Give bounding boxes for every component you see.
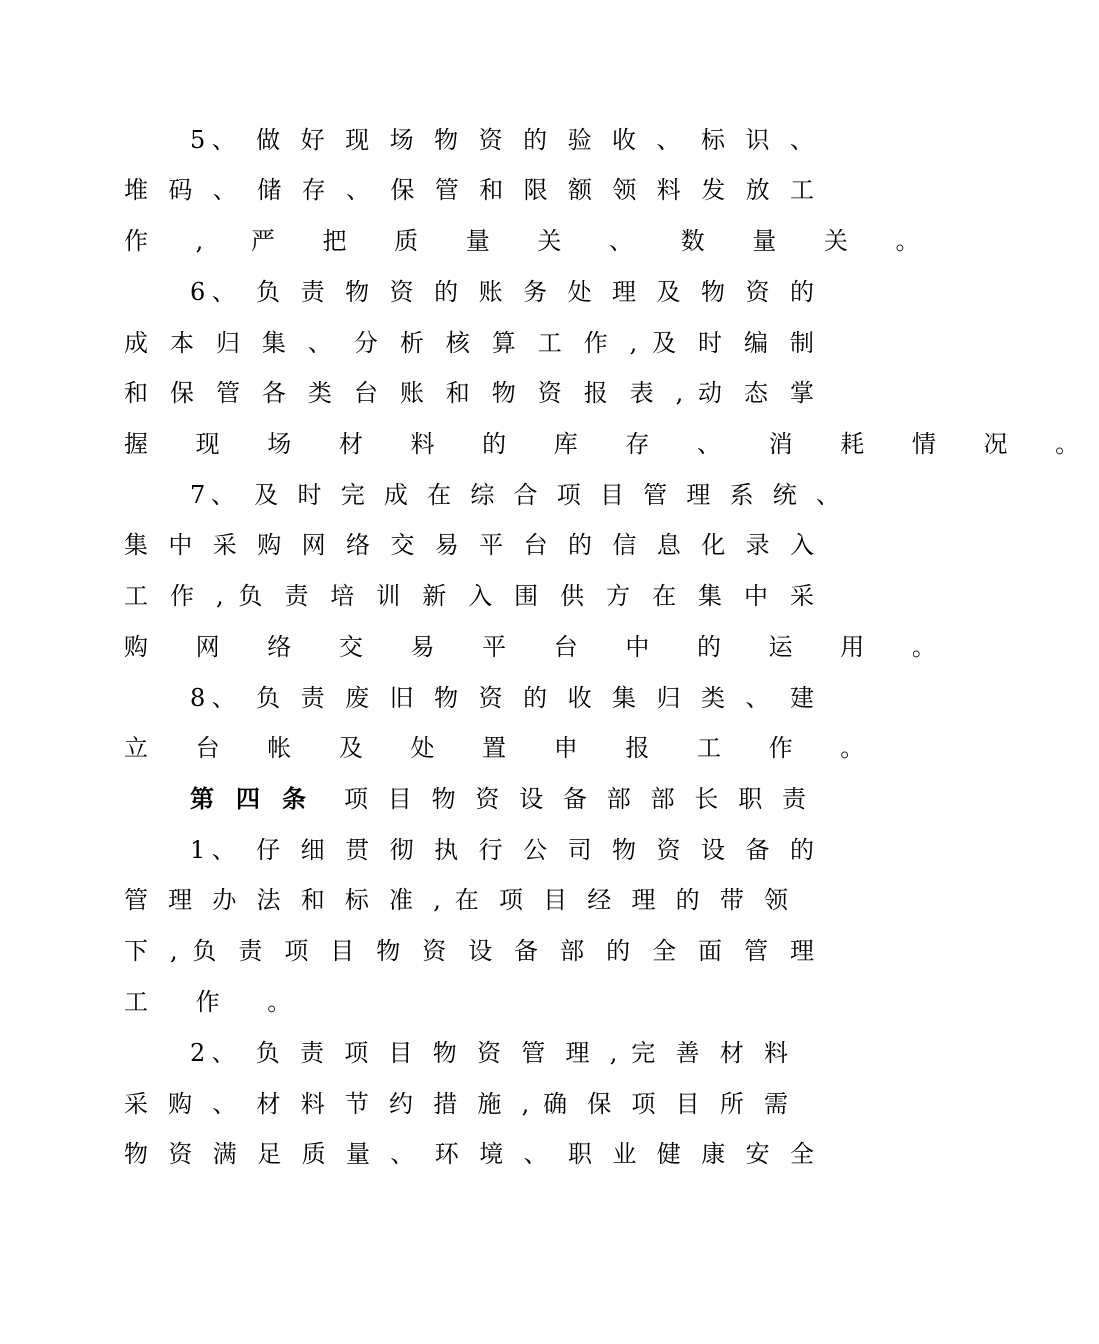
article-title: 项 目 物 资 设 备 部 部 长 职 责: [344, 785, 806, 813]
paragraph-line: 作 , 严 把 质 量 关 、 数 量 关 。: [124, 227, 940, 255]
paragraph-line: 6、 负 责 物 资 的 账 务 处 理 及 物 资 的: [190, 278, 814, 306]
paragraph-line: 堆 码 、 储 存 、 保 管 和 限 额 领 料 发 放 工: [124, 176, 814, 204]
paragraph-line: 和 保 管 各 类 台 账 和 物 资 报 表 , 动 态 掌: [124, 379, 814, 407]
paragraph-line: 集 中 采 购 网 络 交 易 平 台 的 信 息 化 录 入: [124, 531, 814, 559]
paragraph-line: 8、 负 责 废 旧 物 资 的 收 集 归 类 、 建: [190, 684, 814, 712]
paragraph-line: 工 作 。: [124, 988, 312, 1016]
paragraph-line: 1、 仔 细 贯 彻 执 行 公 司 物 资 设 备 的: [190, 836, 814, 864]
paragraph-line: 管 理 办 法 和 标 准 , 在 项 目 经 理 的 带 领: [124, 886, 788, 914]
paragraph-line: 5、 做 好 现 场 物 资 的 验 收 、 标 识 、: [190, 126, 814, 154]
paragraph-line: 成 本 归 集 、 分 析 核 算 工 作 , 及 时 编 制: [124, 329, 814, 357]
paragraph-line: 2、 负 责 项 目 物 资 管 理 , 完 善 材 料: [190, 1039, 788, 1067]
paragraph-line: 握 现 场 材 料 的 库 存 、 消 耗 情 况 。: [124, 430, 1099, 458]
paragraph-line: 购 网 络 交 易 平 台 中 的 运 用 。: [124, 633, 956, 661]
article-number: 第四条: [190, 785, 328, 813]
paragraph-line: 立 台 帐 及 处 置 申 报 工 作 。: [124, 734, 885, 762]
paragraph-line: 工 作 , 负 责 培 训 新 入 围 供 方 在 集 中 采: [124, 582, 814, 610]
paragraph-line: 下 , 负 责 项 目 物 资 设 备 部 的 全 面 管 理: [124, 937, 814, 965]
paragraph-line: 采 购 、 材 料 节 约 措 施 , 确 保 项 目 所 需: [124, 1090, 788, 1118]
paragraph-line: 物 资 满 足 质 量 、 环 境 、 职 业 健 康 安 全: [124, 1140, 814, 1168]
article-heading: [190, 779, 814, 819]
paragraph-line: 7、 及 时 完 成 在 综 合 项 目 管 理 系 统 、: [190, 481, 840, 509]
